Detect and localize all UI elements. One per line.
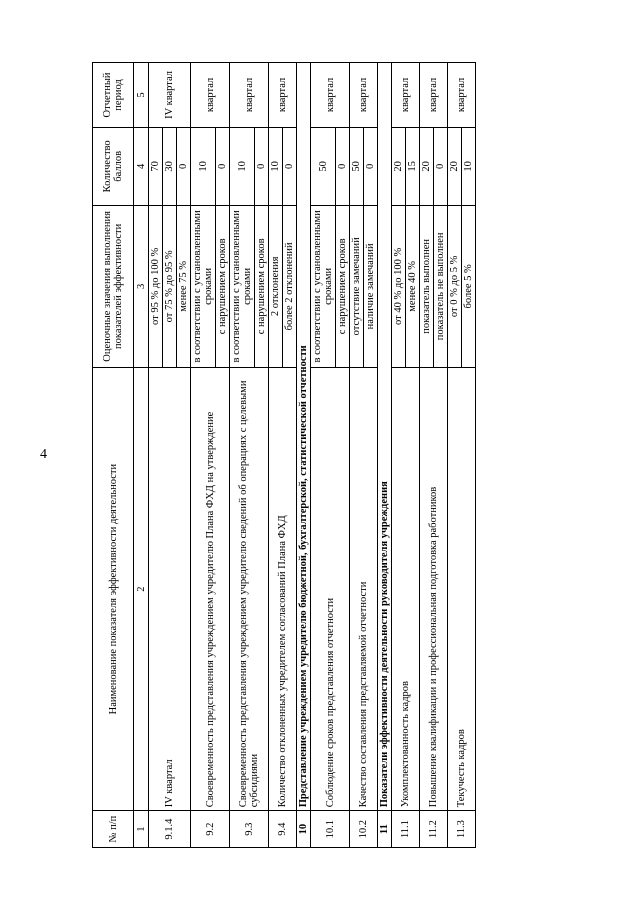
row-period: квартал — [392, 63, 420, 128]
row-value: в соответствии с установленными сроками — [311, 205, 336, 367]
row-points: 0 — [364, 127, 378, 205]
row-points: 70 — [149, 127, 163, 205]
section-num: 11 — [378, 811, 392, 848]
table-row — [392, 63, 406, 848]
row-value: от 75 % до 95 % — [163, 205, 177, 367]
row-num: 11.2 — [420, 811, 448, 848]
table-row — [448, 63, 462, 848]
column-numbers-row — [134, 63, 149, 848]
section-title: Представление учреждением учредителю бюджетной, бухгалтерской, статистической отчетности — [297, 63, 311, 811]
row-value: показатель не выполнен — [434, 205, 448, 367]
row-points: 50 — [350, 127, 364, 205]
column-number-1: 1 — [134, 811, 149, 848]
section-row — [297, 63, 311, 848]
row-points: 10 — [230, 127, 255, 205]
section-num: 10 — [297, 811, 311, 848]
header-name: Наименование показателя эффективности деятельности — [93, 367, 134, 810]
row-points: 20 — [448, 127, 462, 205]
table-row — [149, 63, 163, 848]
header-period: Отчетный период — [93, 63, 134, 128]
row-period: квартал — [420, 63, 448, 128]
row-value: с нарушением сроков — [336, 205, 350, 367]
row-num: 11.1 — [392, 811, 420, 848]
row-points: 10 — [269, 127, 283, 205]
row-name: Текучесть кадров — [448, 367, 476, 810]
row-value: в соответствии с установленными сроками — [191, 205, 216, 367]
column-number-2: 2 — [134, 367, 149, 810]
row-period: квартал — [350, 63, 378, 128]
rotated-table-container — [92, 62, 566, 848]
row-num: 10.1 — [311, 811, 350, 848]
header-num: № п/п — [93, 811, 134, 848]
row-num: 9.3 — [230, 811, 269, 848]
row-points: 10 — [462, 127, 476, 205]
row-value: отсутствие замечаний — [350, 205, 364, 367]
row-period: IV квартал — [149, 63, 191, 128]
row-name: Качество составления представляемой отчетности — [350, 367, 378, 810]
row-value: менее 40 % — [406, 205, 420, 367]
column-number-4: 4 — [134, 127, 149, 205]
row-points: 20 — [420, 127, 434, 205]
row-name: Своевременность представления учреждением учредителю сведений об операциях с целевыми субсидиями — [230, 367, 269, 810]
page-number: 4 — [40, 447, 47, 462]
row-value: от 0 % до 5 % — [448, 205, 462, 367]
row-num: 10.2 — [350, 811, 378, 848]
row-name: Соблюдение сроков представления отчетности — [311, 367, 350, 810]
row-name: IV квартал — [149, 367, 191, 810]
column-number-5: 5 — [134, 63, 149, 128]
row-period: квартал — [191, 63, 230, 128]
section-title: Показатели эффективности деятельности руководителя учреждения — [378, 63, 392, 811]
table-header-row — [93, 63, 134, 848]
table-row — [230, 63, 255, 848]
row-points: 0 — [255, 127, 269, 205]
row-period: квартал — [230, 63, 269, 128]
header-points: Количество баллов — [93, 127, 134, 205]
row-name: Повышение квалификации и профессиональная подготовка работников — [420, 367, 448, 810]
row-value: 2 отклонения — [269, 205, 283, 367]
row-points: 15 — [406, 127, 420, 205]
row-name: Своевременность представления учреждением учредителю Плана ФХД на утверждение — [191, 367, 230, 810]
row-value: от 40 % до 100 % — [392, 205, 406, 367]
row-points: 20 — [392, 127, 406, 205]
row-period: квартал — [269, 63, 297, 128]
row-points: 0 — [216, 127, 230, 205]
row-period: квартал — [311, 63, 350, 128]
row-value: более 5 % — [462, 205, 476, 367]
table-row — [420, 63, 434, 848]
table-row — [269, 63, 283, 848]
row-value: наличие замечаний — [364, 205, 378, 367]
row-value: от 95 % до 100 % — [149, 205, 163, 367]
column-number-3: 3 — [134, 205, 149, 367]
row-points: 0 — [283, 127, 297, 205]
row-period: квартал — [448, 63, 476, 128]
row-value: с нарушением сроков — [255, 205, 269, 367]
row-num: 9.2 — [191, 811, 230, 848]
row-points: 0 — [177, 127, 191, 205]
row-points: 0 — [434, 127, 448, 205]
row-value: менее 75 % — [177, 205, 191, 367]
table-row — [350, 63, 364, 848]
row-points: 50 — [311, 127, 336, 205]
row-value: с нарушением сроков — [216, 205, 230, 367]
row-value: более 2 отклонений — [283, 205, 297, 367]
row-num: 9.1.4 — [149, 811, 191, 848]
row-num: 9.4 — [269, 811, 297, 848]
table-row — [191, 63, 216, 848]
row-points: 30 — [163, 127, 177, 205]
header-values: Оценочные значения выполнения показателей эффективности — [93, 205, 134, 367]
indicators-table — [92, 62, 476, 848]
row-points: 0 — [336, 127, 350, 205]
section-row — [378, 63, 392, 848]
row-points: 10 — [191, 127, 216, 205]
row-value: в соответствии с установленными сроками — [230, 205, 255, 367]
table-row — [311, 63, 336, 848]
row-name: Укомплектованность кадров — [392, 367, 420, 810]
row-value: показатель выполнен — [420, 205, 434, 367]
row-num: 11.3 — [448, 811, 476, 848]
row-name: Количество отклоненных учредителем согласований Плана ФХД — [269, 367, 297, 810]
